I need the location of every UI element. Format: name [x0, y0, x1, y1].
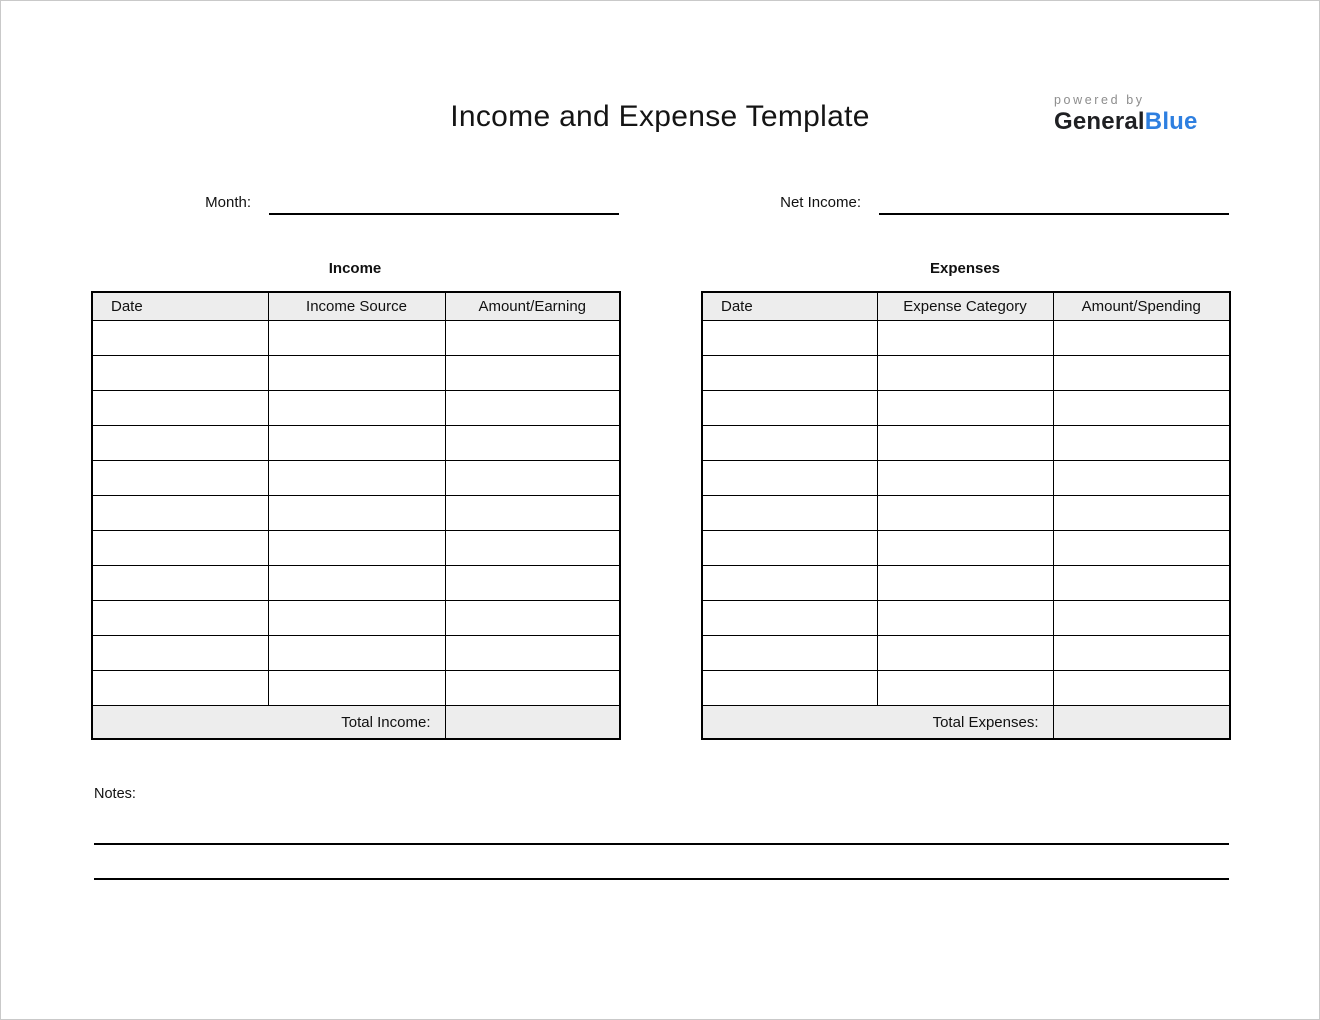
- empty-cell: [92, 671, 268, 706]
- empty-cell: [877, 426, 1053, 461]
- empty-cell: [445, 391, 620, 426]
- empty-cell: [877, 321, 1053, 356]
- empty-cell: [1053, 461, 1230, 496]
- income-header-source: Income Source: [268, 292, 445, 321]
- empty-cell: [445, 601, 620, 636]
- logo-text-general: General: [1054, 108, 1145, 135]
- powered-by-text: powered by: [1054, 93, 1145, 107]
- table-row: [92, 496, 620, 531]
- empty-cell: [445, 531, 620, 566]
- month-label: Month:: [205, 194, 251, 211]
- empty-cell: [445, 566, 620, 601]
- empty-cell: [702, 671, 877, 706]
- total-expenses-value: [1053, 706, 1230, 740]
- empty-cell: [445, 636, 620, 671]
- table-row: [702, 601, 1230, 636]
- total-income-label: Total Income:: [92, 706, 445, 740]
- empty-cell: [702, 636, 877, 671]
- income-total-row: [92, 706, 620, 740]
- empty-cell: [92, 566, 268, 601]
- empty-cell: [1053, 671, 1230, 706]
- empty-cell: [1053, 496, 1230, 531]
- empty-cell: [92, 496, 268, 531]
- expenses-header-category: Expense Category: [877, 292, 1053, 321]
- table-row: [702, 426, 1230, 461]
- empty-cell: [702, 496, 877, 531]
- table-row: [702, 566, 1230, 601]
- empty-cell: [268, 636, 445, 671]
- empty-cell: [268, 426, 445, 461]
- empty-cell: [268, 671, 445, 706]
- income-header-row: [92, 292, 620, 321]
- empty-cell: [1053, 356, 1230, 391]
- table-row: [702, 636, 1230, 671]
- empty-cell: [268, 321, 445, 356]
- net-income-label: Net Income:: [780, 194, 861, 211]
- table-row: [92, 566, 620, 601]
- empty-cell: [702, 356, 877, 391]
- generalblue-logo: [1054, 108, 1198, 136]
- income-header-amount: Amount/Earning: [445, 292, 620, 321]
- expenses-header-row: [702, 292, 1230, 321]
- empty-cell: [268, 391, 445, 426]
- brand-logo: [1054, 93, 1198, 136]
- notes-label: Notes:: [94, 786, 136, 802]
- empty-cell: [268, 356, 445, 391]
- empty-cell: [877, 601, 1053, 636]
- expenses-table-title: Expenses: [929, 260, 1001, 277]
- empty-cell: [445, 356, 620, 391]
- notes-fill-line-2: [94, 878, 1229, 880]
- notes-fill-line-1: [94, 843, 1229, 845]
- empty-cell: [92, 531, 268, 566]
- empty-cell: [1053, 636, 1230, 671]
- empty-cell: [702, 601, 877, 636]
- empty-cell: [877, 391, 1053, 426]
- empty-cell: [702, 391, 877, 426]
- table-row: [92, 426, 620, 461]
- table-row: [92, 321, 620, 356]
- empty-cell: [877, 531, 1053, 566]
- expenses-header-date: Date: [702, 292, 877, 321]
- empty-cell: [445, 671, 620, 706]
- page-title: Income and Expense Template: [450, 100, 870, 133]
- total-income-value: [445, 706, 620, 740]
- empty-cell: [92, 601, 268, 636]
- empty-cell: [268, 461, 445, 496]
- table-row: [92, 391, 620, 426]
- empty-cell: [268, 531, 445, 566]
- empty-cell: [445, 426, 620, 461]
- table-row: [92, 356, 620, 391]
- empty-cell: [445, 461, 620, 496]
- table-row: [702, 356, 1230, 391]
- empty-cell: [268, 566, 445, 601]
- empty-cell: [1053, 601, 1230, 636]
- empty-cell: [702, 426, 877, 461]
- empty-cell: [877, 671, 1053, 706]
- table-row: [92, 671, 620, 706]
- expenses-total-row: [702, 706, 1230, 740]
- table-row: [702, 671, 1230, 706]
- month-fill-line: [269, 213, 619, 215]
- income-header-date: Date: [92, 292, 268, 321]
- total-expenses-label: Total Expenses:: [702, 706, 1053, 740]
- empty-cell: [1053, 566, 1230, 601]
- table-row: [92, 531, 620, 566]
- empty-cell: [445, 496, 620, 531]
- empty-cell: [877, 636, 1053, 671]
- expenses-table: [701, 291, 1231, 740]
- table-row: [702, 391, 1230, 426]
- empty-cell: [877, 356, 1053, 391]
- empty-cell: [702, 321, 877, 356]
- empty-cell: [92, 321, 268, 356]
- empty-cell: [92, 636, 268, 671]
- empty-cell: [877, 461, 1053, 496]
- table-row: [702, 496, 1230, 531]
- empty-cell: [92, 391, 268, 426]
- empty-cell: [702, 566, 877, 601]
- empty-cell: [92, 426, 268, 461]
- table-row: [702, 321, 1230, 356]
- empty-cell: [268, 496, 445, 531]
- empty-cell: [1053, 426, 1230, 461]
- empty-cell: [1053, 321, 1230, 356]
- empty-cell: [877, 566, 1053, 601]
- empty-cell: [702, 461, 877, 496]
- net-income-fill-line: [879, 213, 1229, 215]
- empty-cell: [92, 356, 268, 391]
- empty-cell: [877, 496, 1053, 531]
- empty-cell: [1053, 531, 1230, 566]
- empty-cell: [1053, 391, 1230, 426]
- income-table-title: Income: [328, 260, 382, 277]
- table-row: [92, 461, 620, 496]
- table-row: [92, 601, 620, 636]
- table-row: [92, 636, 620, 671]
- expenses-header-amount: Amount/Spending: [1053, 292, 1230, 321]
- logo-text-blue: Blue: [1144, 108, 1198, 135]
- empty-cell: [702, 531, 877, 566]
- table-row: [702, 461, 1230, 496]
- empty-cell: [268, 601, 445, 636]
- table-row: [702, 531, 1230, 566]
- empty-cell: [92, 461, 268, 496]
- empty-cell: [445, 321, 620, 356]
- income-table: [91, 291, 621, 740]
